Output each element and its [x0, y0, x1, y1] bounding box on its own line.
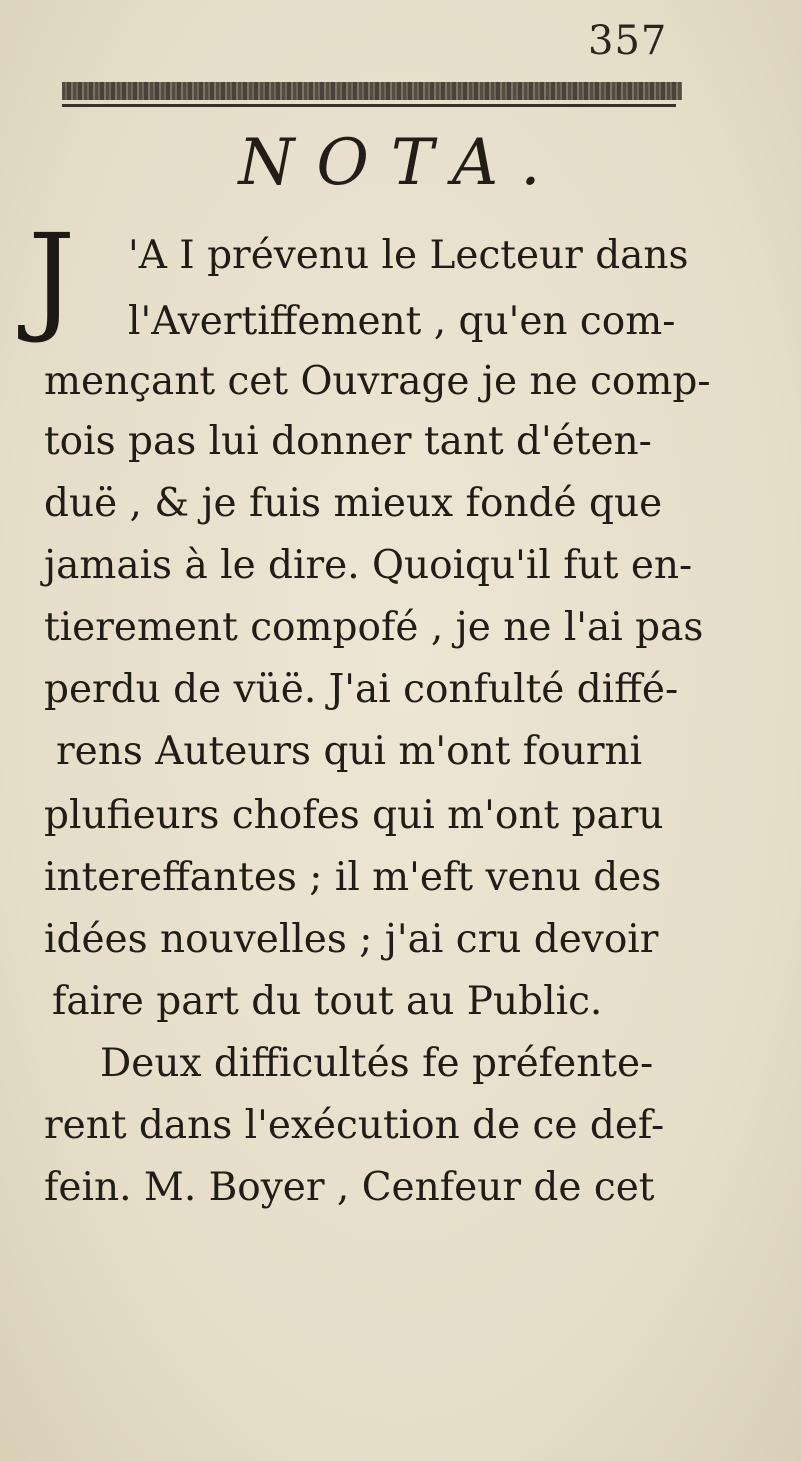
text-line: rent dans l'exécution de ce def-: [44, 1103, 665, 1148]
text-line: plufieurs chofes qui m'ont paru: [44, 793, 664, 838]
text-line: fein. M. Boyer , Cenfeur de cet: [44, 1165, 655, 1210]
text-line: jamais à le dire. Quoiqu'il fut en-: [44, 543, 693, 588]
text-line: mençant cet Ouvrage je ne comp-: [44, 359, 711, 404]
text-line: idées nouvelles ; j'ai cru devoir: [44, 917, 659, 962]
text-line: faire part du tout au Public.: [52, 979, 603, 1024]
text-line: tierement compofé , je ne l'ai pas: [44, 605, 704, 650]
text-line: Deux difficultés fe préfente-: [100, 1041, 654, 1086]
section-heading: NOTA.: [238, 126, 563, 200]
text-line: 'A I prévenu le Lecteur dans: [128, 233, 689, 278]
text-line: intereffantes ; il m'eft venu des: [44, 855, 662, 900]
text-line: tois pas lui donner tant d'éten-: [44, 419, 652, 464]
text-line: duë , & je fuis mieux fondé que: [44, 481, 663, 526]
ornamental-rule: [62, 82, 682, 100]
text-line: rens Auteurs qui m'ont fourni: [56, 729, 643, 774]
text-line: perdu de vüë. J'ai confulté diffé-: [44, 667, 679, 712]
drop-cap: J: [28, 208, 76, 346]
text-line: l'Avertiffement , qu'en com-: [128, 299, 676, 344]
page-number: 357: [588, 18, 668, 64]
rule-line: [62, 104, 676, 107]
